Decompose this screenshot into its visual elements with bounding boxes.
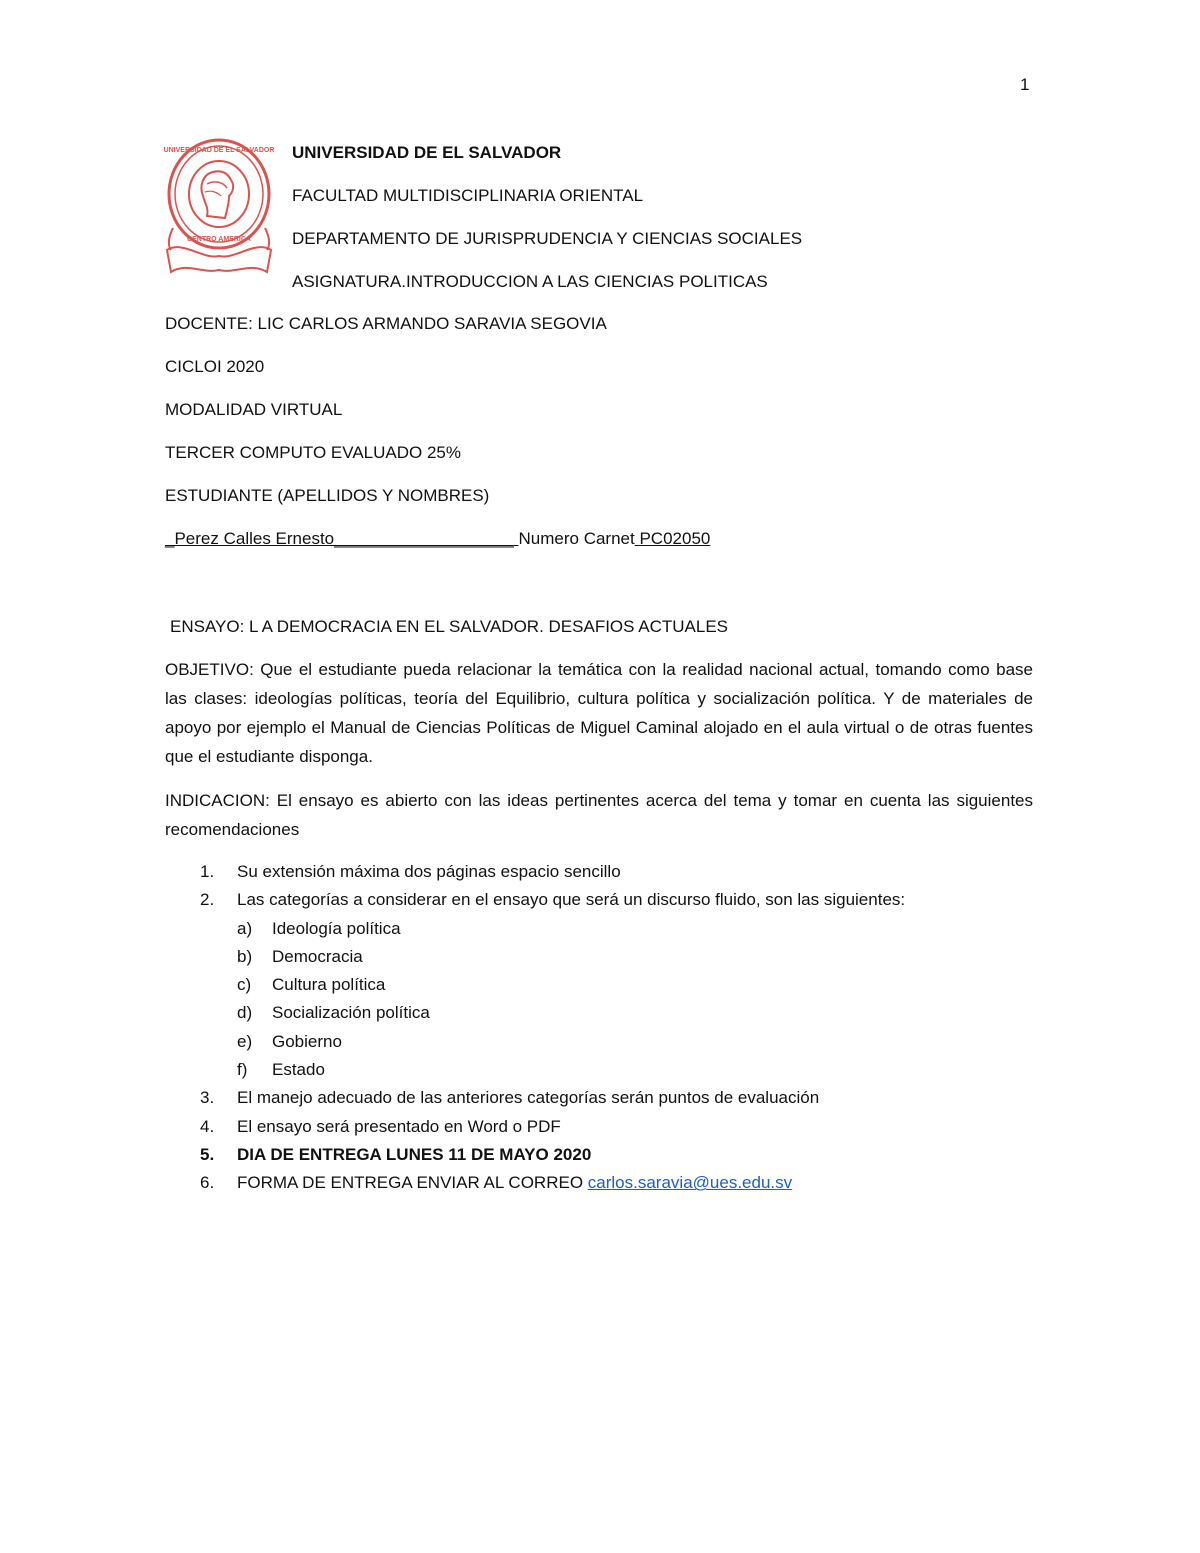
list-number: 5.: [200, 1144, 215, 1164]
sublist-letter: b): [237, 946, 253, 966]
list-text: El manejo adecuado de las anteriores categorías serán puntos de evaluación: [237, 1088, 820, 1108]
page-number: 1: [1020, 75, 1030, 94]
sublist-text: Estado: [272, 1060, 325, 1080]
university-seal-icon: [163, 132, 275, 278]
sublist-item: [165, 971, 1045, 999]
delivery-instruction: FORMA DE ENTREGA ENVIAR AL CORREO: [237, 1173, 588, 1193]
sublist-letter: e): [237, 1031, 253, 1051]
estudiante-label: ESTUDIANTE (APELLIDOS Y NOMBRES): [165, 486, 490, 505]
objetivo-paragraph: OBJETIVO: Que el estudiante pueda relacionar la temática con la realidad nacional actual, tomando como base las clases: ideologías políticas, teoría del Equilibrio, cultura política y socialización política. Y de materiales de apoyo por ejemplo el Manual de Ciencias Políticas de Miguel Caminal alojado en el aula virtual o de otras fuentes que el estudiante disponga.: [165, 660, 1033, 766]
sublist-item: [165, 943, 1045, 971]
list-item: [165, 1084, 1045, 1112]
list-item: [165, 1141, 1045, 1169]
delivery-date: DIA DE ENTREGA LUNES 11 DE MAYO 2020: [237, 1144, 592, 1164]
list-number: 4.: [200, 1116, 215, 1136]
seal-bottom-text: CENTRO AMERICA: [187, 236, 251, 243]
computo-line: TERCER COMPUTO EVALUADO 25%: [165, 443, 461, 462]
seal-top-text: UNIVERSIDAD DE EL SALVADOR: [163, 147, 275, 154]
sublist-letter: c): [237, 975, 252, 995]
list-item: [165, 886, 1045, 914]
list-number: 6.: [200, 1173, 215, 1193]
sublist-letter: d): [237, 1003, 253, 1023]
recommendations-list: [165, 858, 1045, 1198]
university-name: UNIVERSIDAD DE EL SALVADOR: [292, 143, 562, 162]
docente-line: DOCENTE: LIC CARLOS ARMANDO SARAVIA SEGOVIA: [165, 314, 607, 333]
sublist-text: Cultura política: [272, 975, 386, 995]
carnet-label: Numero Carnet: [518, 529, 635, 548]
sublist-item: [165, 915, 1045, 943]
list-item: [165, 1113, 1045, 1141]
email-link[interactable]: carlos.saravia@ues.edu.sv: [587, 1173, 793, 1193]
sublist-text: Socialización política: [272, 1003, 430, 1023]
list-number: 3.: [200, 1088, 215, 1108]
list-number: 1.: [200, 862, 215, 881]
department-name: DEPARTAMENTO DE JURISPRUDENCIA Y CIENCIAS SOCIALES: [292, 229, 803, 248]
sublist-item: [165, 1056, 1045, 1084]
essay-title: ENSAYO: L A DEMOCRACIA EN EL SALVADOR. DESAFIOS ACTUALES: [170, 617, 729, 636]
carnet-value: PC02050: [639, 529, 711, 548]
sublist-item: [165, 1028, 1045, 1056]
sublist-item: [165, 999, 1045, 1027]
sublist-text: Democracia: [272, 946, 363, 966]
sublist-text: Gobierno: [272, 1031, 342, 1051]
list-text: Su extensión máxima dos páginas espacio sencillo: [237, 862, 621, 881]
list-item: [165, 858, 1045, 886]
student-name: _Perez Calles Ernesto___________________: [165, 529, 514, 548]
ciclo-line: CICLOI 2020: [165, 357, 265, 376]
list-item: [165, 1169, 1045, 1197]
list-text: El ensayo será presentado en Word o PDF: [237, 1116, 561, 1136]
list-text: Las categorías a considerar en el ensayo que será un discurso fluido, son las siguientes:: [237, 890, 906, 910]
sublist-letter: a): [237, 918, 253, 938]
list-number: 2.: [200, 890, 215, 910]
indicacion-paragraph: INDICACION: El ensayo es abierto con las ideas pertinentes acerca del tema y tomar en cuenta las siguientes recomendaciones: [165, 791, 1033, 839]
student-line: [165, 528, 710, 550]
subject-name: ASIGNATURA.INTRODUCCION A LAS CIENCIAS POLITICAS: [292, 272, 768, 291]
sublist-text: Ideología política: [272, 918, 401, 938]
list-text: [237, 1169, 792, 1197]
modalidad-line: MODALIDAD VIRTUAL: [165, 400, 343, 419]
faculty-name: FACULTAD MULTIDISCIPLINARIA ORIENTAL: [292, 186, 644, 205]
sublist-letter: f): [237, 1060, 248, 1080]
